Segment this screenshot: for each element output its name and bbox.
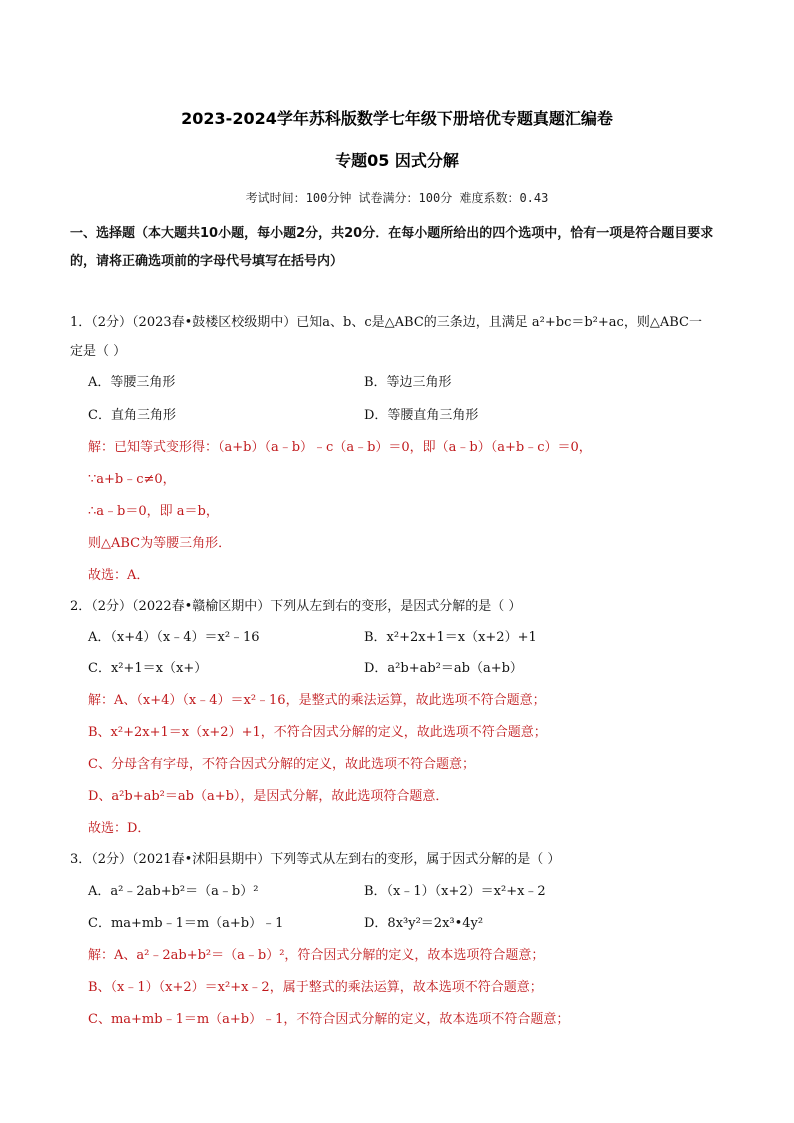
question-1-option-b: B．等边三角形: [364, 375, 452, 390]
question-1-solution-line: 则△ABC为等腰三角形．: [88, 536, 232, 551]
question-2-option-b: B．x²+2x+1＝x（x+2）+1: [364, 630, 537, 645]
question-2-solution-line: C、分母含有字母，不符合因式分解的定义，故此选项不符合题意；: [88, 757, 475, 772]
question-3-stem: 3．（2分）（2021春•沭阳县期中）下列等式从左到右的变形，属于因式分解的是（ ）: [70, 852, 561, 867]
question-2-solution-line: 解：A、（x+4）（x﹣4）＝x²﹣16，是整式的乘法运算，故此选项不符合题意；: [88, 693, 546, 708]
question-1-solution-line: 解：已知等式变形得：（a+b）（a﹣b）﹣c（a﹣b）＝0，即（a﹣b）（a+b﹣c）＝0，: [88, 440, 592, 455]
document-title: 2023-2024学年苏科版数学七年级下册培优专题真题汇编卷: [181, 109, 613, 128]
question-2-stem: 2．（2分）（2022春•赣榆区期中）下列从左到右的变形，是因式分解的是（ ）: [70, 599, 522, 614]
question-1-solution-line: ∵a+b﹣c≠0，: [88, 472, 176, 487]
question-3-solution-line: B、（x﹣1）（x+2）＝x²+x﹣2，属于整式的乘法运算，故本选项不符合题意；: [88, 980, 543, 995]
section-heading: 一、选择题（本大题共10小题，每小题2分，共20分．在每小题所给出的四个选项中，恰有一项是符合题目要求的，请将正确选项前的字母代号填写在括号内）: [70, 226, 714, 269]
question-3-option-b: B．（x﹣1）（x+2）＝x²+x﹣2: [364, 884, 546, 899]
question-2-option-c: C．x²+1＝x（x+）: [88, 661, 208, 676]
question-3-solution-line: 解：A、a²﹣2ab+b²＝（a﹣b）²，符合因式分解的定义，故本选项符合题意；: [88, 948, 545, 963]
question-1-option-a: A．等腰三角形: [88, 375, 176, 390]
question-1-stem-cont: 定是（ ）: [70, 344, 127, 359]
question-2-option-d: D．a²b+ab²＝ab（a+b）: [364, 661, 523, 676]
question-3-option-d: D．8x³y²＝2x³•4y²: [364, 916, 484, 931]
exam-meta: 考试时间：100分钟 试卷满分：100分 难度系数：0.43: [245, 191, 549, 205]
question-2-answer: 故选：D．: [88, 821, 151, 836]
question-2-option-a: A．（x+4）（x﹣4）＝x²﹣16: [88, 630, 260, 645]
question-3-solution-line: C、ma+mb﹣1＝m（a+b）﹣1，不符合因式分解的定义，故本选项不符合题意；: [88, 1012, 570, 1027]
question-1-stem: 1．（2分）（2023春•鼓楼区校级期中）已知a、b、c是△ABC的三条边，且满足 a²+bc＝b²+ac，则△ABC一: [70, 315, 702, 330]
question-3-option-a: A．a²﹣2ab+b²＝（a﹣b）²: [88, 884, 259, 899]
document-subtitle: 专题05 因式分解: [335, 151, 459, 170]
question-2-solution-line: D、a²b+ab²＝ab（a+b），是因式分解，故此选项符合题意．: [88, 789, 449, 804]
question-1-option-d: D．等腰直角三角形: [364, 408, 479, 423]
question-1-solution-line: ∴a﹣b＝0，即 a＝b，: [88, 504, 219, 519]
question-1-answer: 故选：A．: [88, 568, 150, 583]
question-1-option-c: C．直角三角形: [88, 408, 176, 423]
question-3-option-c: C．ma+mb﹣1＝m（a+b）﹣1: [88, 916, 284, 931]
question-2-solution-line: B、x²+2x+1＝x（x+2）+1，不符合因式分解的定义，故此选项不符合题意；: [88, 725, 547, 740]
